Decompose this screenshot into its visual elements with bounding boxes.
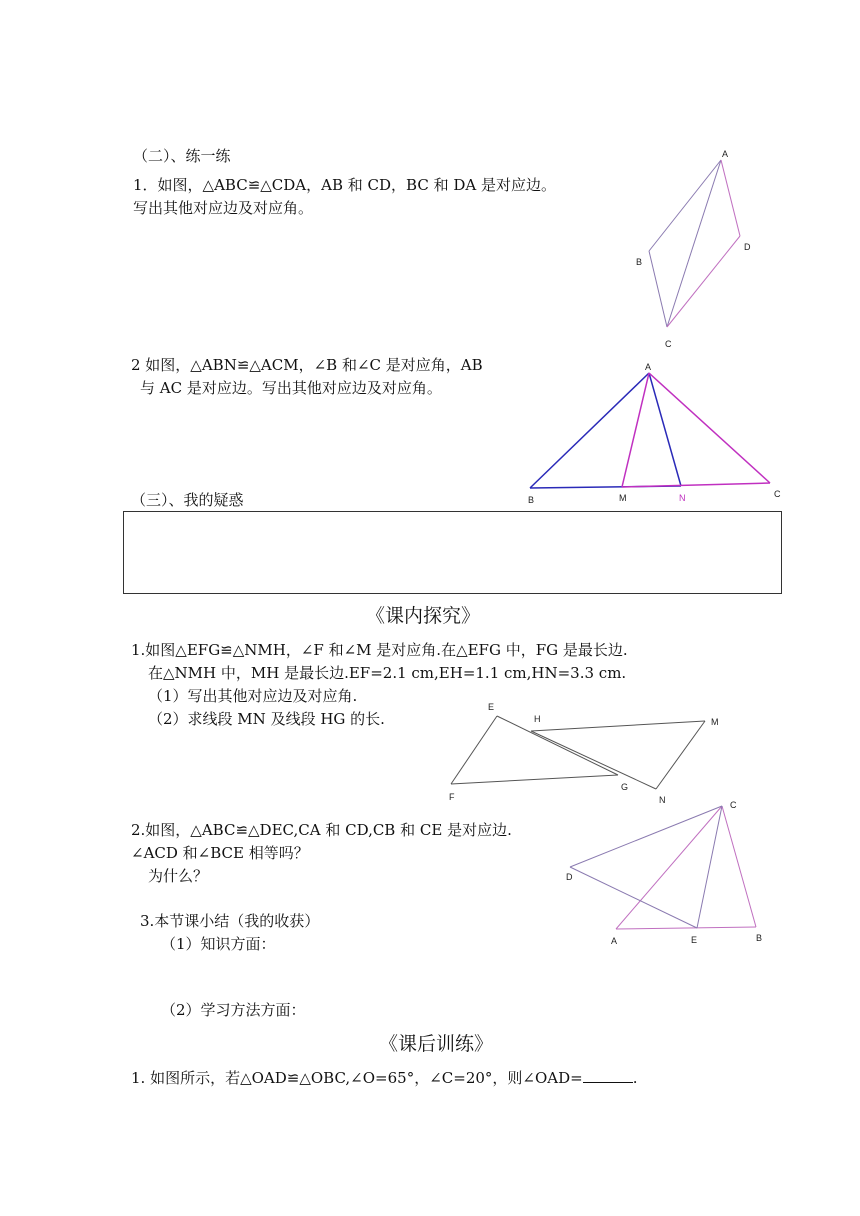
fig2-edge-am	[622, 373, 649, 487]
fig3-label-n: N	[659, 795, 666, 805]
fig1-label-c: C	[665, 339, 672, 349]
explore-q2-line-3: 为什么？	[148, 867, 209, 885]
fig2-edge-mc	[622, 483, 770, 487]
fig3-label-f: F	[449, 792, 455, 802]
fig4-label-a: A	[611, 936, 618, 946]
fig4-edge-ce	[697, 806, 722, 928]
fig4-label-c: C	[730, 800, 737, 810]
question-1-line-1: 1．如图，△ABC≌△CDA，AB 和 CD，BC 和 DA 是对应边。	[133, 176, 556, 194]
fig2-label-m: M	[619, 493, 627, 503]
explore-q2-line-2: ∠ACD 和∠BCE 相等吗？	[131, 844, 309, 862]
fig1-edge-bc	[649, 251, 667, 327]
fig2-label-b: B	[528, 495, 535, 505]
fig3-edge-fg	[451, 775, 618, 784]
fig2-label-a: A	[645, 362, 652, 372]
fig2-label-n: N	[679, 493, 686, 503]
figure-2-triangle	[528, 362, 781, 505]
explore-q1-line-2: 在△NMH 中，MH 是最长边.EF=2.1 cm,EH=1.1 cm,HN=3.3 cm.	[148, 664, 627, 682]
fig1-edge-ad	[721, 160, 740, 236]
fig1-label-b: B	[636, 257, 643, 267]
figure-3-triangles	[449, 702, 719, 805]
explore-q1-line-1: 1.如图△EFG≌△NMH，∠F 和∠M 是对应角.在△EFG 中，FG 是最长边.	[131, 641, 628, 659]
question-2-line-2: 与 AC 是对应边。写出其他对应边及对应角。	[140, 379, 442, 397]
fig4-edge-de	[570, 867, 697, 928]
fig2-edge-an	[649, 373, 681, 486]
explore-q1-sub-1: （1）写出其他对应边及对应角.	[148, 687, 358, 705]
fig4-label-d: D	[566, 872, 573, 882]
figure-1-quadrilateral	[636, 149, 751, 349]
fig3-label-h: H	[534, 714, 541, 724]
after-class-heading: 《课后训练》	[379, 1033, 494, 1055]
section-2-title: （二）、练一练	[133, 147, 231, 165]
explore-heading: 《课内探究》	[366, 605, 481, 627]
fig3-edge-ef	[451, 716, 497, 784]
fig3-edge-hn	[531, 731, 656, 789]
fig3-label-g: G	[621, 782, 629, 792]
fig2-edge-ac	[649, 373, 770, 483]
question-1-line-2: 写出其他对应边及对应角。	[133, 199, 314, 217]
fig3-label-m: M	[711, 717, 719, 727]
explore-q2-line-1: 2.如图，△ABC≌△DEC,CA 和 CD,CB 和 CE 是对应边.	[131, 821, 512, 839]
fig1-edge-ab	[649, 160, 721, 251]
section-3-title: （三）、我的疑惑	[131, 491, 244, 509]
fig1-label-a: A	[722, 149, 729, 159]
fig1-edge-dc	[667, 236, 740, 327]
fig4-label-b: B	[756, 933, 763, 943]
after-q1-text: 1. 如图所示，若△OAD≌△OBC,∠O=65°，∠C=20°，则∠OAD=	[131, 1069, 583, 1087]
summary-title: 3.本节课小结（我的收获）	[140, 912, 320, 930]
fig4-label-e: E	[691, 935, 698, 945]
fig1-edge-ac	[667, 160, 721, 327]
after-q1-end: .	[632, 1069, 638, 1087]
question-2-line-1: 2 如图，△ABN≌△ACM，∠B 和∠C 是对应角，AB	[131, 356, 483, 374]
fig4-edge-ab	[616, 927, 756, 929]
fig3-edge-eg	[497, 716, 618, 775]
fig2-label-c: C	[774, 489, 781, 499]
fig3-label-e: E	[488, 702, 495, 712]
fig3-edge-mn	[656, 721, 705, 789]
figure-4-triangles	[566, 800, 762, 946]
fig2-edge-ab	[530, 373, 649, 488]
fig4-edge-ca	[616, 806, 722, 929]
explore-q1-sub-2: （2）求线段 MN 及线段 HG 的长.	[148, 710, 385, 728]
summary-knowledge: （1）知识方面：	[161, 935, 276, 953]
fig3-edge-hm	[531, 721, 705, 731]
fig4-edge-cb	[722, 806, 756, 927]
summary-method: （2）学习方法方面：	[161, 1001, 306, 1019]
fig1-label-d: D	[744, 242, 751, 252]
fig4-edge-cd	[570, 806, 722, 867]
